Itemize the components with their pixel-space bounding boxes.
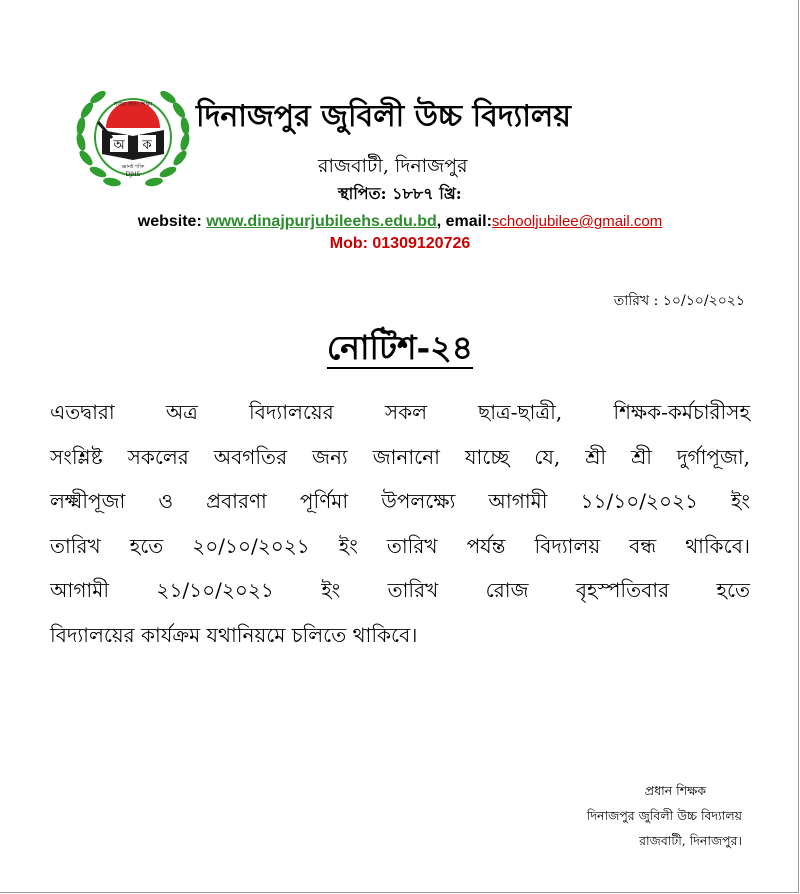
email-link[interactable]: schooljubilee@gmail.com (491, 213, 663, 230)
crest-abbr-text: DJHS (125, 171, 141, 178)
established-year: স্থাপিত: ১৮৮৭ খ্রি: (338, 184, 462, 203)
school-crest-logo (72, 82, 194, 192)
notice-body-line: তারিখ হতে ২০/১০/২০২১ ইং তারিখ পর্যন্ত বিদ্যালয় বন্ধ থাকিবে। (50, 533, 750, 558)
signatory-institution: দিনাজপুর জুবিলী উচ্চ বিদ্যালয় (586, 808, 742, 823)
crest-bottom-text: জ্ঞানই শক্তি (121, 164, 145, 170)
notice-title-text: নোটিশ-২৪ (326, 328, 474, 367)
email-label: , email: (436, 213, 492, 230)
notice-body (50, 390, 750, 657)
crest-svg (72, 82, 194, 192)
signatory-role: প্রধান শিক্ষক (644, 783, 706, 798)
website-link[interactable]: www.dinajpurjubileehs.edu.bd (206, 213, 437, 230)
notice-body-line: লক্ষ্মীপূজা ও প্রবারণা পূর্ণিমা উপলক্ষ্যে আগামী ১১/১০/২০২১ ইং (50, 489, 750, 513)
notice-body-line: সংশ্লিষ্ট সকলের অবগতির জন্য জানানো যাচ্ছে যে, শ্রী শ্রী দুর্গাপূজা, (50, 444, 750, 469)
crest-top-text: সবার জন্য শিক্ষা (113, 101, 153, 108)
notice-title (0, 322, 800, 378)
crest-letter-a: অ (113, 138, 125, 153)
contact-line (0, 213, 800, 231)
notice-body-line: বিদ্যালয়ের কার্যক্রম যথানিয়মে চলিতে থাকিবে। (50, 622, 418, 647)
school-name: দিনাজপুর জুবিলী উচ্চ বিদ্যালয় (196, 99, 571, 134)
school-location: রাজবাটী, দিনাজপুর (318, 155, 468, 177)
website-label: website: (137, 213, 207, 230)
mobile-number: Mob: 01309120726 (329, 235, 471, 252)
notice-date: তারিখ : ১০/১০/২০২১ (613, 293, 745, 309)
notice-body-line: এতদ্বারা অত্র বিদ্যালয়ের সকল ছাত্র-ছাত্রী, শিক্ষক-কর্মচারীসহ (50, 400, 750, 424)
signatory-address: রাজবাটী, দিনাজপুর। (639, 833, 742, 848)
notice-body-line: আগামী ২১/১০/২০২১ ইং তারিখ রোজ বৃহস্পতিবার হতে (50, 578, 750, 602)
signature-block (587, 778, 742, 853)
crest-letter-k: ক (142, 138, 152, 153)
